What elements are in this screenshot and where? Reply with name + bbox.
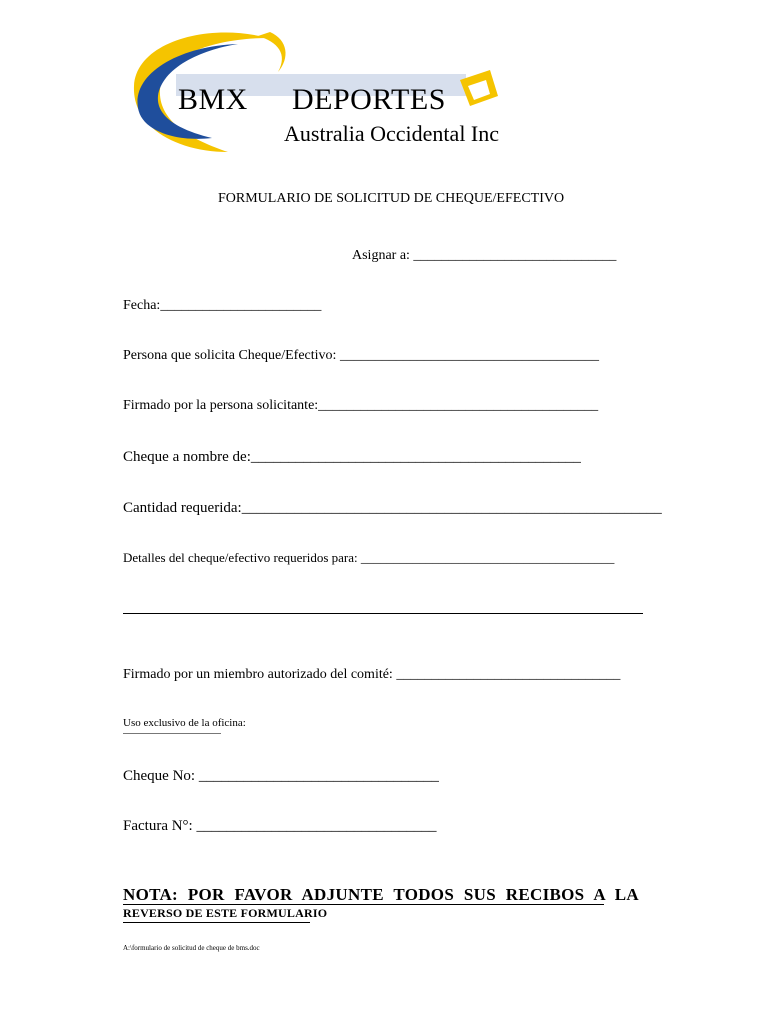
cantidad-requerida-field: Cantidad requerida:________________________________________________________	[123, 500, 662, 516]
logo-brand-left: BMX	[178, 83, 248, 116]
office-use-label: Uso exclusivo de la oficina:	[123, 717, 246, 729]
firma-comite-field: Firmado por un miembro autorizado del comité: ________________________________	[123, 667, 621, 682]
note-subheading: REVERSO DE ESTE FORMULARIO	[123, 906, 328, 920]
fecha-field: Fecha:_______________________	[123, 298, 322, 313]
note-subheading-underline	[123, 922, 310, 923]
asignar-field: Asignar a: _____________________________	[352, 248, 617, 263]
factura-field: Factura N°: ________________________________	[123, 818, 437, 834]
cheque-a-nombre-field: Cheque a nombre de:____________________________________________	[123, 449, 581, 465]
footer-file-path: A:\formulario de solicitud de cheque de bms.doc	[123, 944, 260, 952]
firma-solicitante-field: Firmado por la persona solicitante:________________________________________	[123, 398, 599, 413]
form-title: FORMULARIO DE SOLICITUD DE CHEQUE/EFECTIVO	[218, 191, 565, 206]
office-use-divider	[123, 733, 221, 734]
note-heading: NOTA: POR FAVOR ADJUNTE TODOS SUS RECIBOS A LA	[123, 885, 639, 904]
detalles-field: Detalles del cheque/efectivo requeridos para: _______________________________________	[123, 550, 615, 565]
logo-brand-right: DEPORTES	[292, 83, 446, 116]
detalles-continuation-line	[123, 613, 643, 614]
note-heading-underline	[123, 904, 604, 905]
cheque-no-field: Cheque No: ________________________________	[123, 768, 439, 784]
logo-subtitle: Australia Occidental Inc	[284, 121, 500, 146]
persona-solicitante-field: Persona que solicita Cheque/Efectivo: _____________________________________	[123, 348, 599, 363]
